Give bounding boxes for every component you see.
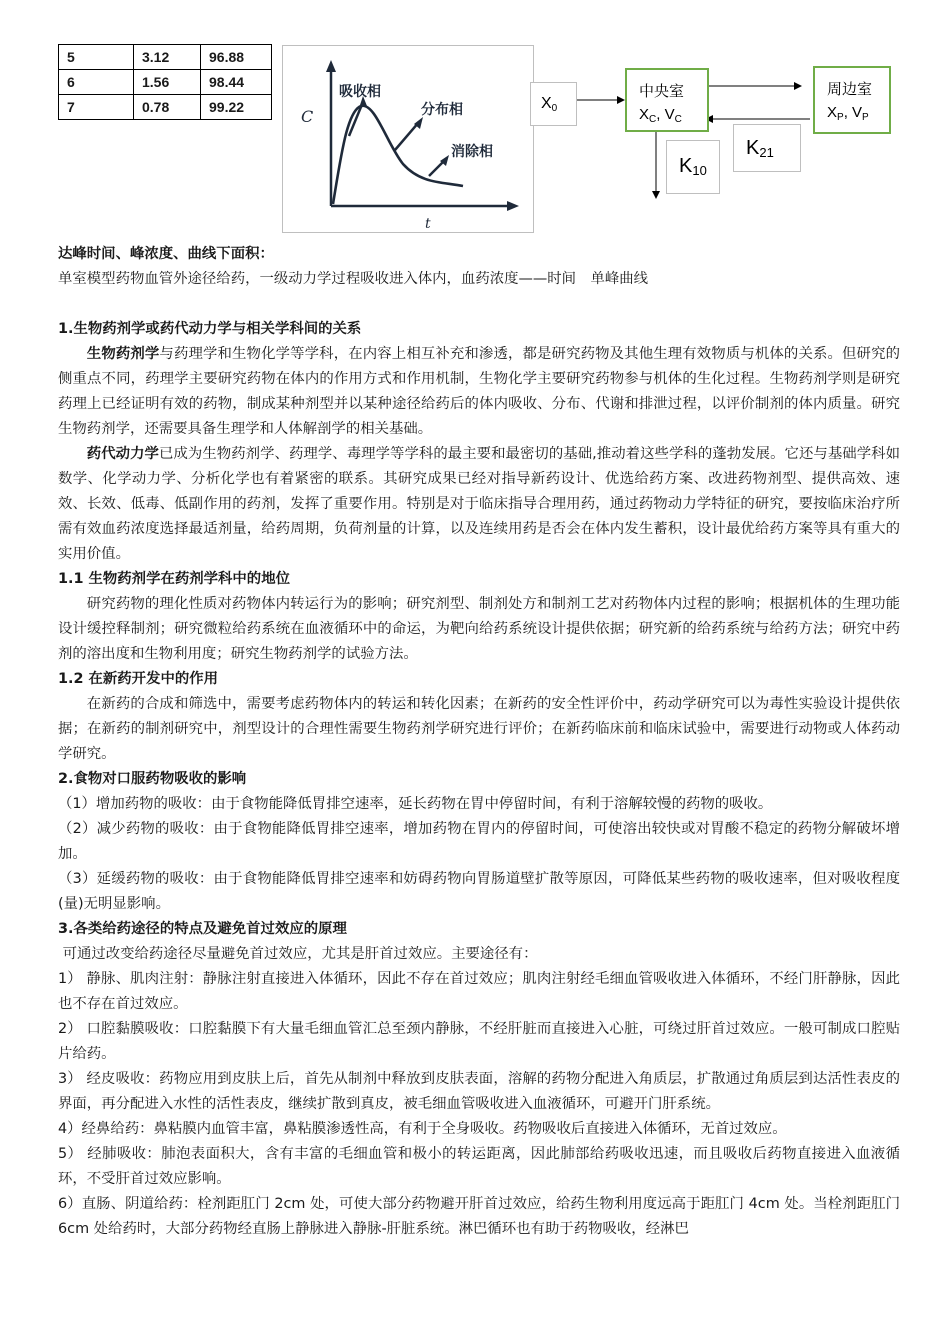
peripheral-compartment (813, 66, 891, 134)
dose-label-sub: 0 (551, 103, 558, 114)
central-v-sub: C (674, 114, 682, 125)
k21-label-sub: 21 (759, 145, 774, 160)
section-2-item-2: （2）减少药物的吸收：由于食物能降低胃排空速率，增加药物在胃内的停留时间，可使溶出较快或对胃酸不稳定的药物分解破坏增加。 (58, 821, 900, 862)
central-x-sub: C (649, 114, 657, 125)
table-cell: 3.12 (134, 45, 201, 70)
section-2-title: 2.食物对口服药物吸收的影响 (58, 771, 247, 787)
data-table (58, 44, 272, 120)
section-2-item-1: （1）增加药物的吸收：由于食物能降低胃排空速率，延长药物在胃中停留时间，有利于溶解较慢的药物的吸收。 (58, 796, 773, 812)
peripheral-compartment-title: 周边室 (827, 81, 873, 98)
curve-line (333, 106, 463, 204)
peripheral-v-label: V (852, 104, 863, 121)
biopharm-text: 与药理学和生物化学等学科，在内容上相互补充和渗透，都是研究药物及其他生理有效物质与机体的关系。但研究的侧重点不同，药理学主要研究药物在体内的作用方式和作用机制，生物化学主要研究药物参与机体的生化过程。生物药剂学则是研究药理上已经证明有效的药物，制成某种剂型并以某种途径给药后的体内吸收、分布、代谢和排泄过程，以评价制剂的体内质量。研究生物药剂学，还需要具备生理学和人体解剖学的相关基础。 (58, 346, 900, 437)
peripheral-v-sub: P (862, 112, 869, 123)
concentration-time-figure (282, 45, 534, 233)
distribution-arrow (395, 122, 419, 150)
x-axis-arrow (507, 201, 519, 211)
y-axis-label: C (301, 107, 314, 126)
pk-term: 药代动力学 (86, 446, 159, 462)
table-cell: 99.22 (201, 95, 272, 120)
table-cell: 1.56 (134, 70, 201, 95)
concentration-curve-graphic (283, 46, 533, 232)
y-axis-arrow (326, 60, 336, 72)
biopharm-term: 生物药剂学 (86, 346, 160, 362)
section-3-item-3: 3） 经皮吸收：药物应用到皮肤上后，首先从制剂中释放到皮肤表面，溶解的药物分配进入角质层，扩散通过角质层到达活性表皮的界面，再分配进入水性的活性表皮，继续扩散到真皮，被毛细血管吸收进入血液循环，可避开门肝系统。 (58, 1071, 900, 1112)
table-row (59, 95, 272, 120)
section-1-1-text: 研究药物的理化性质对药物体内转运行为的影响；研究剂型、制剂处方和制剂工艺对药物体内过程的影响；根据机体的生理功能设计缓控释制剂；研究微粒给药系统在血液循环中的命运，为靶向给药系统设计提供依据；研究新的给药系统与给药方法；研究中药剂的溶出度和生物利用度；研究生物药剂学的试验方法。 (58, 596, 900, 662)
dose-arrow-head (617, 96, 625, 104)
document-body (58, 242, 900, 1242)
section-3-intro: 可通过改变给药途径尽量避免首过效应，尤其是肝首过效应。主要途径有： (58, 946, 538, 962)
central-compartment (625, 68, 709, 132)
section-1-2-title: 1.2 在新药开发中的作用 (58, 671, 219, 687)
dose-label: X (541, 95, 552, 112)
peripheral-x-label: X (827, 104, 838, 121)
section-3-item-1: 1） 静脉、肌肉注射：静脉注射直接进入体循环，因此不存在首过效应；肌肉注射经毛细血管吸收进入体循环，不经门肝静脉，因此也不存在首过效应。 (58, 971, 900, 1012)
table-cell: 98.44 (201, 70, 272, 95)
k10-label: K (679, 155, 693, 177)
peripheral-x-sub: P (837, 112, 844, 123)
section-1-1-title: 1.1 生物药剂学在药剂学科中的地位 (58, 571, 290, 587)
table-cell: 6 (59, 70, 134, 95)
central-v-label: V (664, 106, 675, 123)
table-row (59, 70, 272, 95)
section-1-2-text: 在新药的合成和筛选中，需要考虑药物体内的转运和转化因素；在新药的安全性评价中，药动学研究可以为毒性实验设计提供依据；在新药的制剂研究中，剂型设计的合理性需要生物药剂学研究进行评价；在新药临床前和临床试验中，需要进行动物或人体药动学研究。 (58, 696, 900, 762)
central-compartment-title: 中央室 (639, 83, 685, 100)
section-3-item-4: 4）经鼻给药：鼻粘膜内血管丰富，鼻粘膜渗透性高，有利于全身吸收。药物吸收后直接进入体循环，无首过效应。 (58, 1121, 787, 1137)
table-cell: 0.78 (134, 95, 201, 120)
table-cell: 96.88 (201, 45, 272, 70)
k10-arrow-head (652, 191, 660, 199)
section-3-item-5: 5） 经肺吸收：肺泡表面积大，含有丰富的毛细血管和极小的转运距离，因此肺部给药吸收迅速，而且吸收后药物直接进入血液循环，不受肝首过效应影响。 (58, 1146, 900, 1187)
absorption-phase-label: 吸收相 (339, 84, 381, 100)
section-1-biopharm-paragraph (58, 342, 900, 442)
peak-text: 单室模型药物血管外途径给药，一级动力学过程吸收进入体内，血药浓度——时间 单峰曲线 (58, 271, 649, 287)
table-cell: 7 (59, 95, 134, 120)
distribution-phase-label: 分布相 (421, 102, 463, 118)
section-3-title: 3.各类给药途径的特点及避免首过效应的原理 (58, 921, 347, 937)
x-axis-label: t (425, 216, 431, 232)
central-x-label: X (639, 106, 650, 123)
k21-label: K (746, 137, 760, 159)
central-comma: , (656, 106, 661, 123)
section-3-item-6: 6）直肠、阴道给药：栓剂距肛门 2cm 处，可使大部分药物避开肝首过效应，给药生物利用度远高于距肛门 4cm 处。当栓剂距肛门 6cm 处给药时，大部分药物经直肠上静脉进入静脉-肝脏系统。淋巴循环也有助于药物吸收，经淋巴 (58, 1196, 900, 1237)
k10-label-sub: 10 (692, 163, 707, 178)
k12-arrow-head (794, 82, 802, 90)
elimination-phase-label: 消除相 (451, 144, 493, 160)
peripheral-comma: , (843, 104, 848, 121)
dose-box (530, 82, 577, 126)
k10-box (666, 140, 720, 194)
section-2-item-3: （3）延缓药物的吸收：由于食物能降低胃排空速率和妨碍药物向胃肠道壁扩散等原因，可降低某些药物的吸收速率，但对吸收程度(量)无明显影响。 (58, 871, 900, 912)
pk-text: 已成为生物药剂学、药理学、毒理学等学科的最主要和最密切的基础,推动着这些学科的蓬勃发展。它还与基础学科如数学、化学动力学、分析化学也有着紧密的联系。其研究成果已经对指导新药设计、优选给药方案、改进药物剂型、提供高效、速效、长效、低毒、低副作用的药剂，发挥了重要作用。特别是对于临床指导合理用药，通过药物动力学特征的研究，要按临床治疗所需有效血药浓度选择最适剂量，给药周期，负荷剂量的计算，以及连续用药是否会在体内发生蓄积，设计最优给药方案等具有重大的实用价值。 (58, 446, 900, 562)
section-1-title: 1.生物药剂学或药代动力学与相关学科间的关系 (58, 321, 362, 337)
table-cell: 5 (59, 45, 134, 70)
section-1-pk-paragraph (58, 442, 900, 567)
section-3-item-2: 2） 口腔黏膜吸收：口腔黏膜下有大量毛细血管汇总至颈内静脉，不经肝脏而直接进入心脏，可绕过肝首过效应。一般可制成口腔贴片给药。 (58, 1021, 900, 1062)
peak-title: 达峰时间、峰浓度、曲线下面积： (58, 246, 274, 262)
table-row (59, 45, 272, 70)
k21-box (733, 124, 801, 172)
